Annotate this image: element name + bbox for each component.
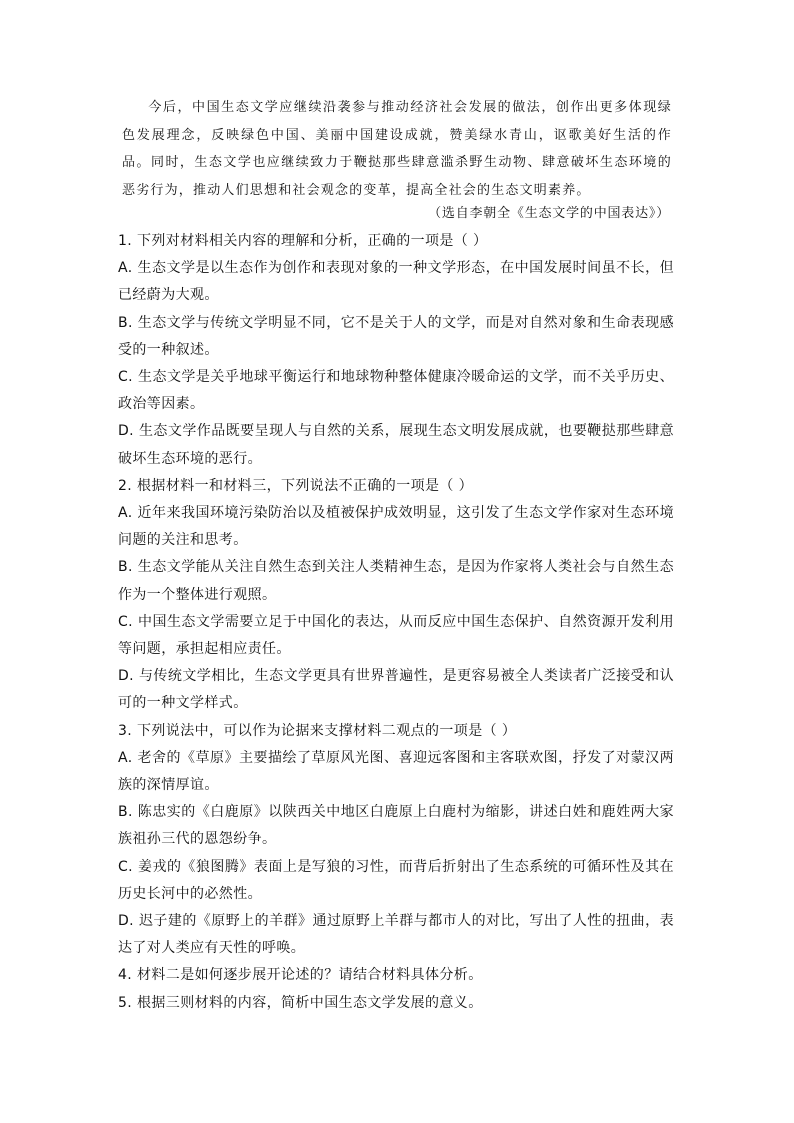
question-list (118, 228, 674, 1017)
option-c: C. 中国生态文学需要立足于中国化的表达，从而反应中国生态保护、自然资源开发利用等问题，承担起相应责任。 (118, 613, 674, 658)
option-d: D. 生态文学作品既要呈现人与自然的关系，展现生态文明发展成就，也要鞭挞那些肆意破坏生态环境的恶行。 (118, 423, 674, 467)
option-a: A. 老舍的《草原》主要描绘了草原风光图、喜迎远客图和主客联欢图，抒发了对蒙汉两族的深情厚谊。 (118, 749, 674, 794)
option-d: D. 迟子建的《原野上的羊群》通过原野上羊群与都市人的对比，写出了人性的扭曲，表达了对人类应有天性的呼唤。 (118, 913, 674, 957)
option-c: C. 姜戎的《狼图腾》表面上是写狼的习性，而背后折射出了生态系统的可循环性及其在历史长河中的必然性。 (118, 858, 674, 902)
option-d: D. 与传统文学相比，生态文学更具有世界普遍性，是更容易被全人类读者广泛接受和认可的一种文学样式。 (118, 668, 674, 712)
option-a: A. 生态文学是以生态作为创作和表现对象的一种文学形态，在中国发展时间虽不长，但已经蔚为大观。 (118, 260, 674, 304)
option-a: A. 近年来我国环境污染防治以及植被保护成效明显，这引发了生态文学作家对生态环境问题的关注和思考。 (118, 505, 674, 549)
question-stem: 3. 下列说法中，可以作为论据来支撑材料二观点的一项是（ ） (118, 722, 517, 739)
question-stem: 5. 根据三则材料的内容，简析中国生态文学发展的意义。 (118, 994, 483, 1011)
question-1 (118, 228, 674, 473)
option-b: B. 生态文学能从关注自然生态到关注人类精神生态，是因为作家将人类社会与自然生态作为一个整体进行观照。 (118, 559, 674, 603)
question-4 (118, 962, 674, 989)
question-stem: 4. 材料二是如何逐步展开论述的？请结合材料具体分析。 (118, 967, 483, 984)
question-2 (118, 473, 674, 718)
material-source: （选自李朝全《生态文学的中国表达》） (428, 206, 670, 221)
option-b: B. 生态文学与传统文学明显不同，它不是关于人的文学，而是对自然对象和生命表现感受的一种叙述。 (118, 314, 674, 358)
material-text: 今后，中国生态文学应继续沿袭参与推动经济社会发展的做法，创作出更多体现绿色发展理念，反映绿色中国、美丽中国建设成就，赞美绿水青山，讴歌美好生活的作品。同时，生态文学也应继续致力于鞭挞那些肆意滥杀野生动物、肆意破坏生态环境的恶劣行为，推动人们思想和社会观念的变革，提高全社会的生态文明素养。 (122, 100, 672, 198)
question-stem: 1. 下列对材料相关内容的理解和分析，正确的一项是（ ） (118, 233, 488, 249)
question-stem: 2. 根据材料一和材料三，下列说法不正确的一项是（ ） (118, 477, 474, 494)
option-c: C. 生态文学是关乎地球平衡运行和地球物种整体健康冷暖命运的文学，而不关乎历史、政治等因素。 (118, 369, 674, 413)
question-3 (118, 718, 674, 963)
material-paragraph (122, 94, 672, 204)
option-b: B. 陈忠实的《白鹿原》以陕西关中地区白鹿原上白鹿村为缩影，讲述白姓和鹿姓两大家族祖孙三代的恩怨纷争。 (118, 804, 674, 848)
question-5 (118, 990, 674, 1017)
